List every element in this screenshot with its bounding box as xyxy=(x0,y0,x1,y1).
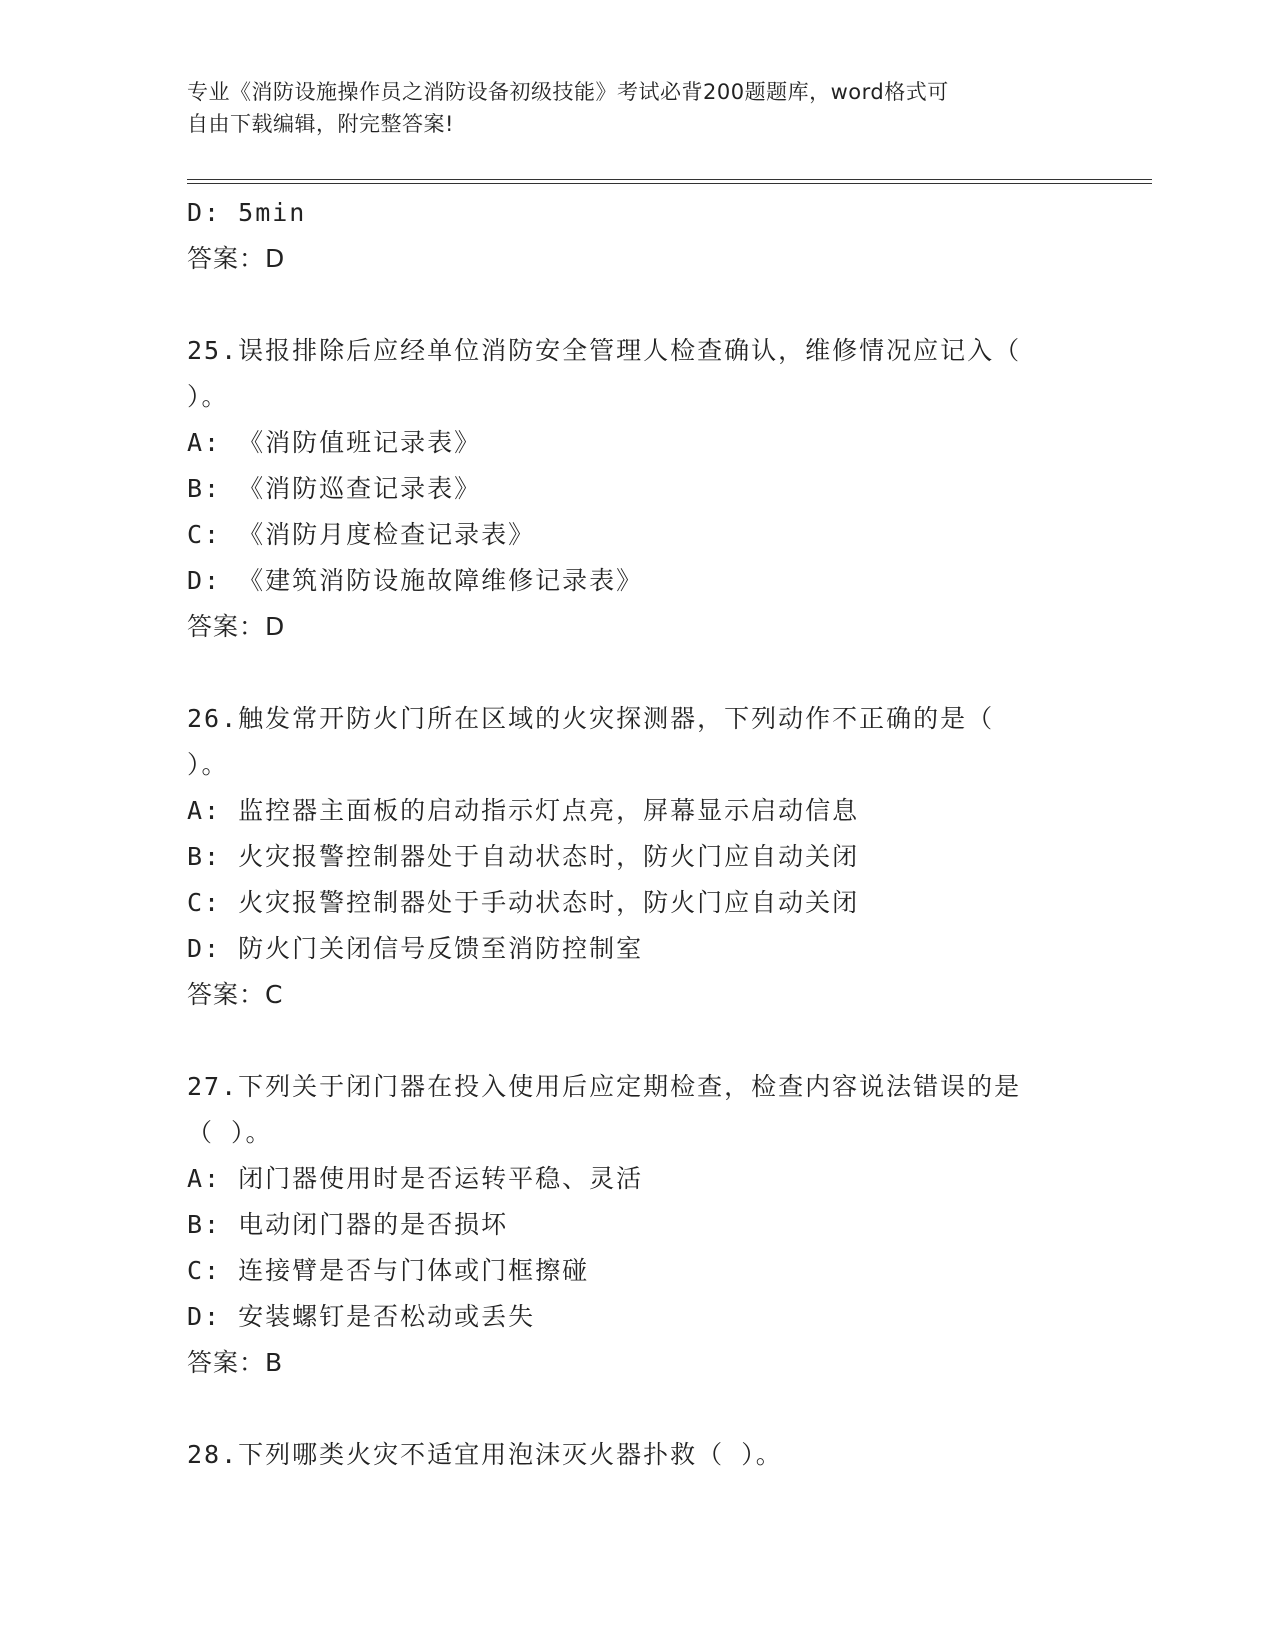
option-c: C: 火灾报警控制器处于手动状态时，防火门应自动关闭 xyxy=(187,888,860,917)
question-26 xyxy=(187,696,1087,1018)
header-divider-bottom xyxy=(187,183,1152,184)
option-d: D: 5min xyxy=(187,198,307,227)
question-25 xyxy=(187,328,1087,650)
option-d: D: 防火门关闭信号反馈至消防控制室 xyxy=(187,934,644,963)
question-stem: 28.下列哪类火灾不适宜用泡沫灭火器扑救（ ）。 xyxy=(187,1440,783,1469)
header-line-2: 自由下载编辑，附完整答案! xyxy=(187,112,454,136)
option-c: C: 连接臂是否与门体或门框擦碰 xyxy=(187,1256,590,1285)
header-line-1: 专业《消防设施操作员之消防设备初级技能》考试必背200题题库，word格式可 xyxy=(187,80,949,104)
question-stem-cont: ）。 xyxy=(187,750,229,779)
question-27 xyxy=(187,1064,1087,1386)
option-b: B: 火灾报警控制器处于自动状态时，防火门应自动关闭 xyxy=(187,842,860,871)
option-c: C: 《消防月度检查记录表》 xyxy=(187,520,536,549)
question-stem: 26.触发常开防火门所在区域的火灾探测器，下列动作不正确的是（ xyxy=(187,704,995,733)
option-b: B: 《消防巡查记录表》 xyxy=(187,474,482,503)
question-stem-cont: （ ）。 xyxy=(187,1118,273,1147)
document-header xyxy=(187,76,1067,140)
header-divider-top xyxy=(187,179,1152,180)
option-a: A: 监控器主面板的启动指示灯点亮，屏幕显示启动信息 xyxy=(187,796,860,825)
answer-line: 答案：B xyxy=(187,1348,284,1377)
option-d: D: 安装螺钉是否松动或丢失 xyxy=(187,1302,536,1331)
question-stem-cont: ）。 xyxy=(187,382,229,411)
question-list xyxy=(187,190,1087,1478)
option-a: A: 闭门器使用时是否运转平稳、灵活 xyxy=(187,1164,644,1193)
question-28 xyxy=(187,1432,1087,1478)
answer-line: 答案：D xyxy=(187,612,286,641)
question-24-tail xyxy=(187,190,1087,282)
question-stem: 27.下列关于闭门器在投入使用后应定期检查，检查内容说法错误的是 xyxy=(187,1072,1022,1101)
option-d: D: 《建筑消防设施故障维修记录表》 xyxy=(187,566,644,595)
question-stem: 25.误报排除后应经单位消防安全管理人检查确认，维修情况应记入（ xyxy=(187,336,1022,365)
option-a: A: 《消防值班记录表》 xyxy=(187,428,482,457)
option-b: B: 电动闭门器的是否损坏 xyxy=(187,1210,509,1239)
answer-line: 答案：D xyxy=(187,244,286,273)
answer-line: 答案：C xyxy=(187,980,284,1009)
